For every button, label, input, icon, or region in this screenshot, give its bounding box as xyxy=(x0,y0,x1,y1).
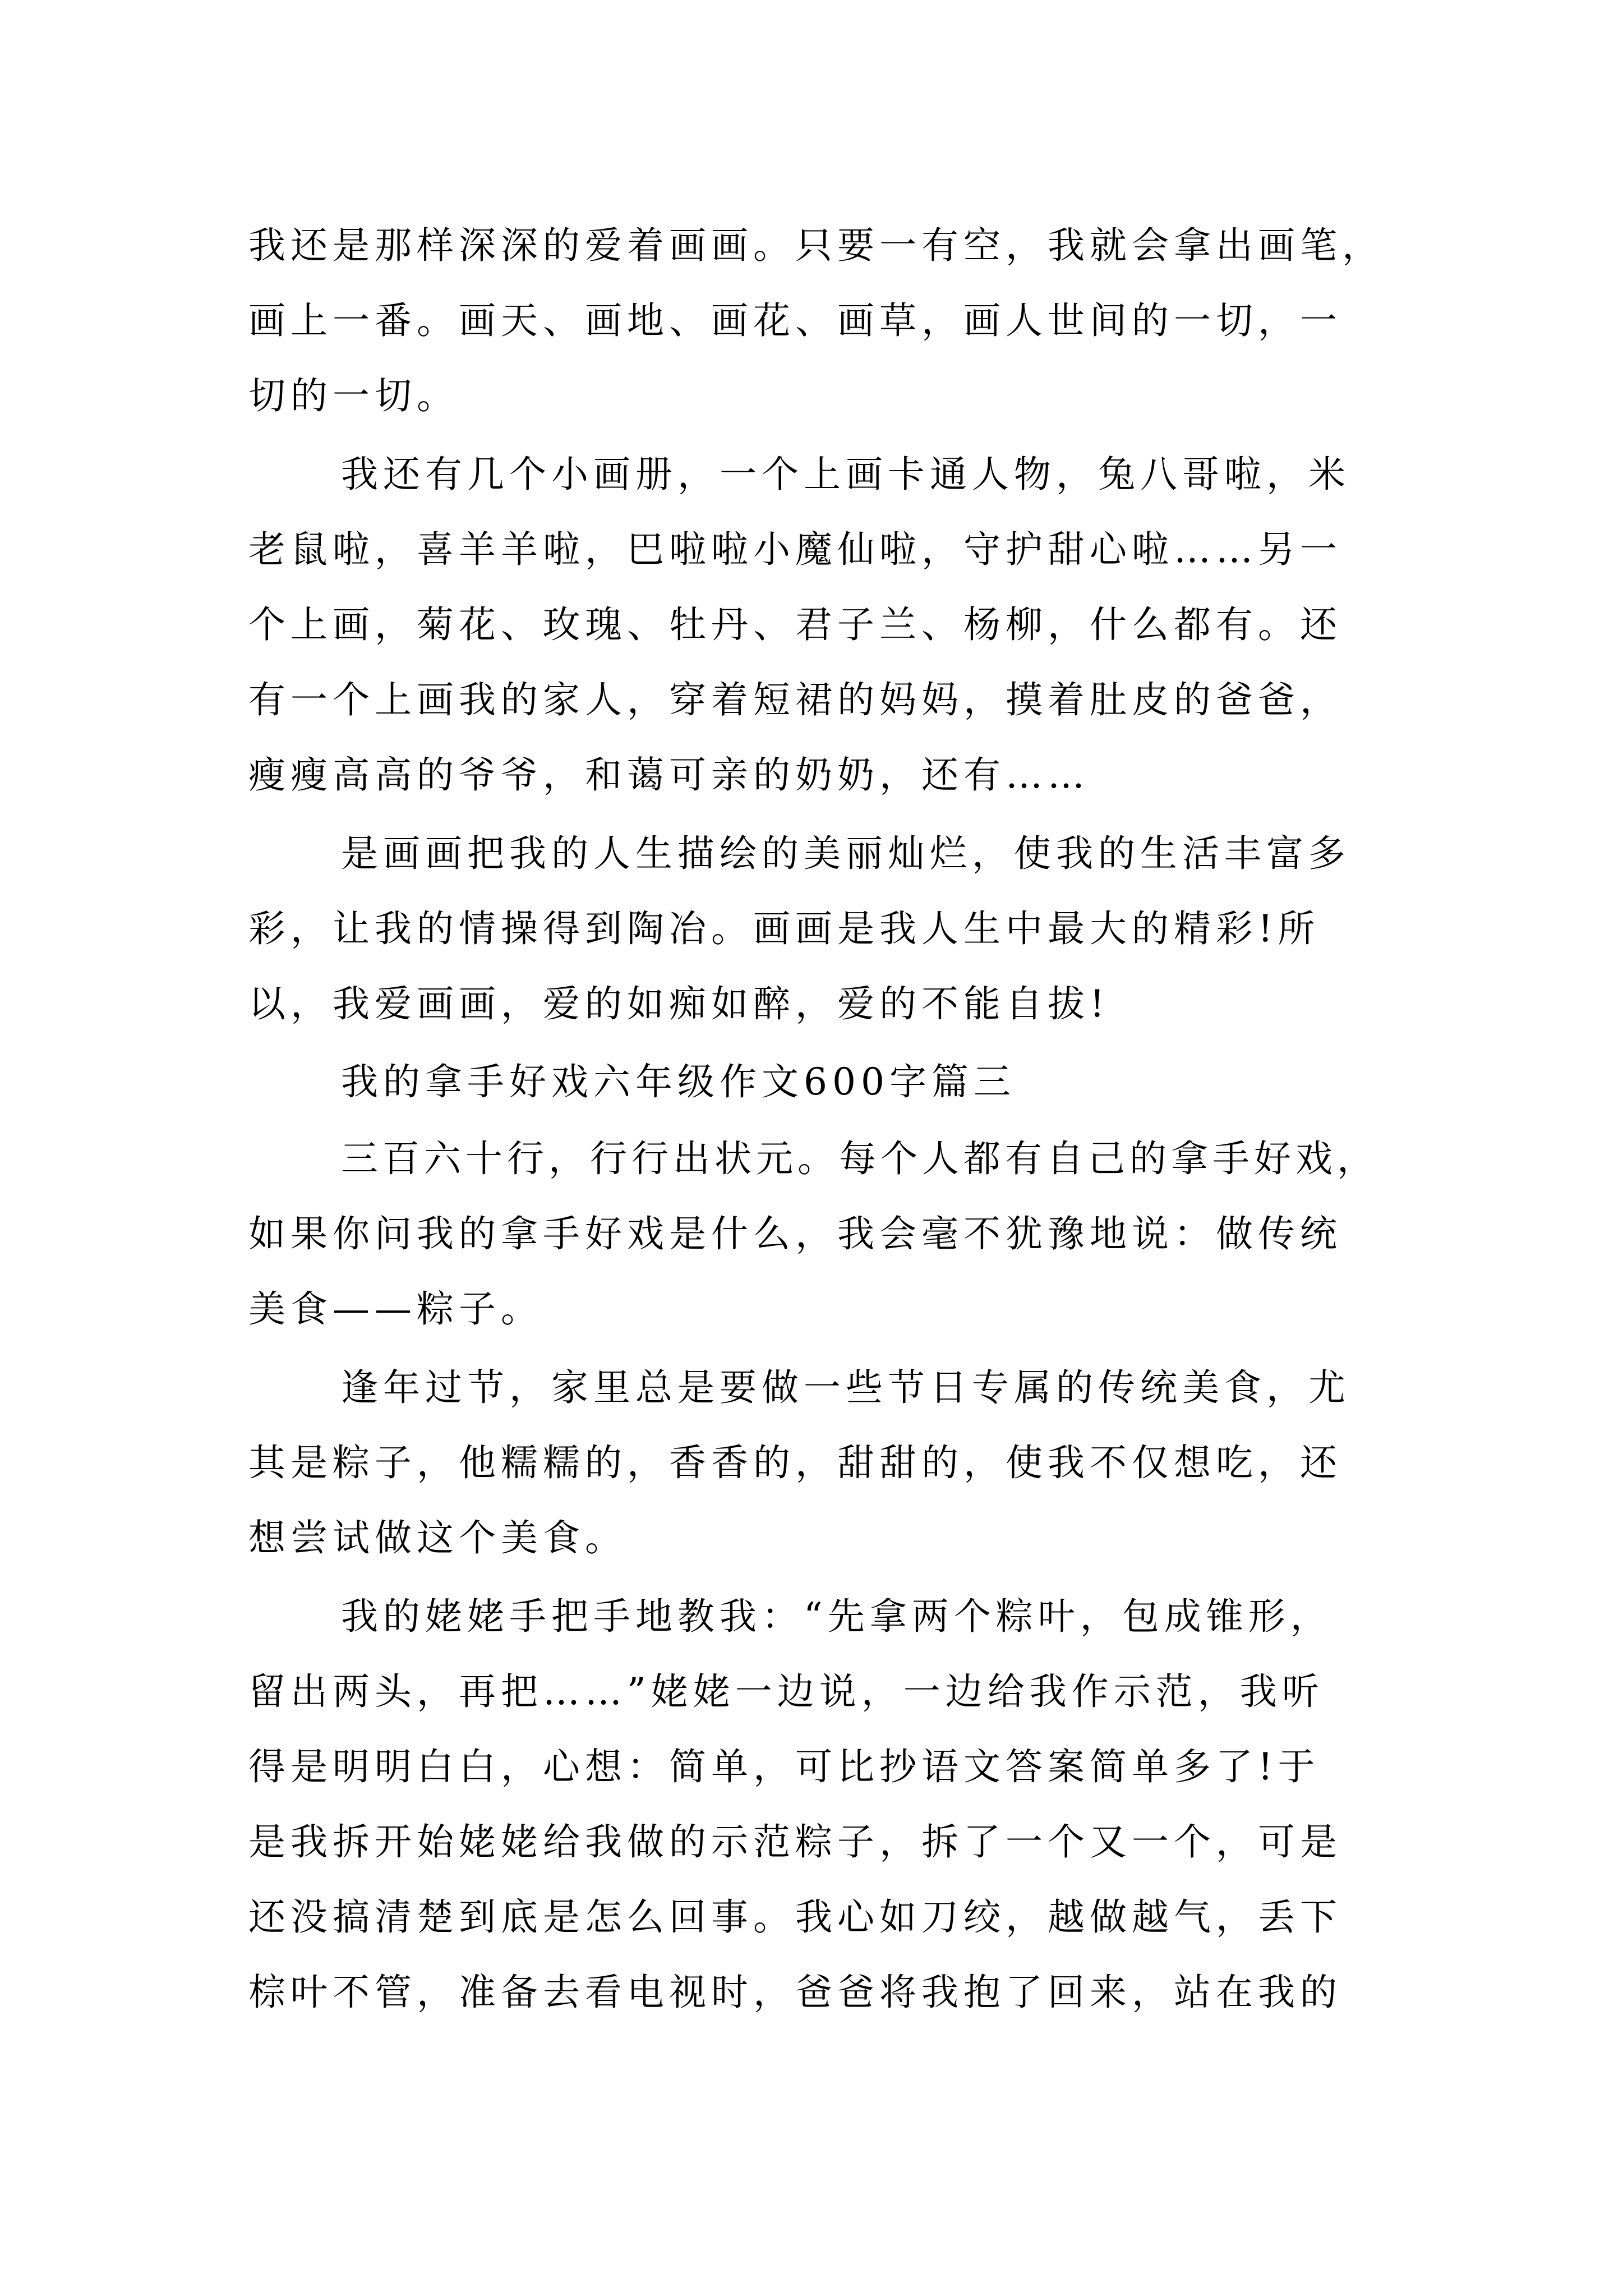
text-line: 如果你问我的拿手好戏是什么，我会毫不犹豫地说：做传统 xyxy=(248,1212,1342,1255)
text-line: 老鼠啦，喜羊羊啦，巴啦啦小魔仙啦，守护甜心啦……另一 xyxy=(248,528,1342,571)
text-line: 逢年过节，家里总是要做一些节日专属的传统美食，尤 xyxy=(341,1366,1350,1409)
text-line: 瘦瘦高高的爷爷，和蔼可亲的奶奶，还有…… xyxy=(248,753,1090,797)
text-line: 以，我爱画画，爱的如痴如醉，爱的不能自拔! xyxy=(248,982,1110,1025)
text-line: 棕叶不管，准备去看电视时，爸爸将我抱了回来，站在我的 xyxy=(248,1971,1342,2014)
text-line: 是画画把我的人生描绘的美丽灿烂，使我的生活丰富多 xyxy=(341,832,1350,875)
text-line: 切的一切。 xyxy=(248,374,459,417)
text-line: 得是明明白白，心想：简单，可比抄语文答案简单多了!于 xyxy=(248,1745,1320,1788)
text-line: 美食——粽子。 xyxy=(248,1287,543,1331)
text-line: 是我拆开始姥姥给我做的示范粽子，拆了一个又一个，可是 xyxy=(248,1820,1342,1864)
text-line: 我还有几个小画册，一个上画卡通人物，兔八哥啦，米 xyxy=(341,453,1350,496)
text-line: 我还是那样深深的爱着画画。只要一有空，我就会拿出画笔， xyxy=(248,224,1384,267)
text-line: 有一个上画我的家人，穿着短裙的妈妈，摸着肚皮的爸爸， xyxy=(248,678,1342,721)
text-line: 想尝试做这个美食。 xyxy=(248,1516,627,1559)
text-line: 留出两头，再把……”姥姥一边说，一边给我作示范，我听 xyxy=(248,1670,1324,1713)
text-line: 彩，让我的情操得到陶冶。画画是我人生中最大的精彩!所 xyxy=(248,907,1320,950)
section-heading: 我的拿手好戏六年级作文600字篇三 xyxy=(341,1060,1016,1103)
text-line: 其是粽子，他糯糯的，香香的，甜甜的，使我不仅想吃，还 xyxy=(248,1441,1342,1484)
text-line: 还没搞清楚到底是怎么回事。我心如刀绞，越做越气，丢下 xyxy=(248,1895,1342,1939)
text-line: 画上一番。画天、画地、画花、画草，画人世间的一切，一 xyxy=(248,299,1342,342)
text-line: 我的姥姥手把手地教我：“先拿两个粽叶，包成锥形， xyxy=(341,1595,1332,1638)
text-line: 个上画，菊花、玫瑰、牡丹、君子兰、杨柳，什么都有。还 xyxy=(248,603,1342,646)
text-line: 三百六十行，行行出状元。每个人都有自己的拿手好戏， xyxy=(341,1137,1378,1180)
